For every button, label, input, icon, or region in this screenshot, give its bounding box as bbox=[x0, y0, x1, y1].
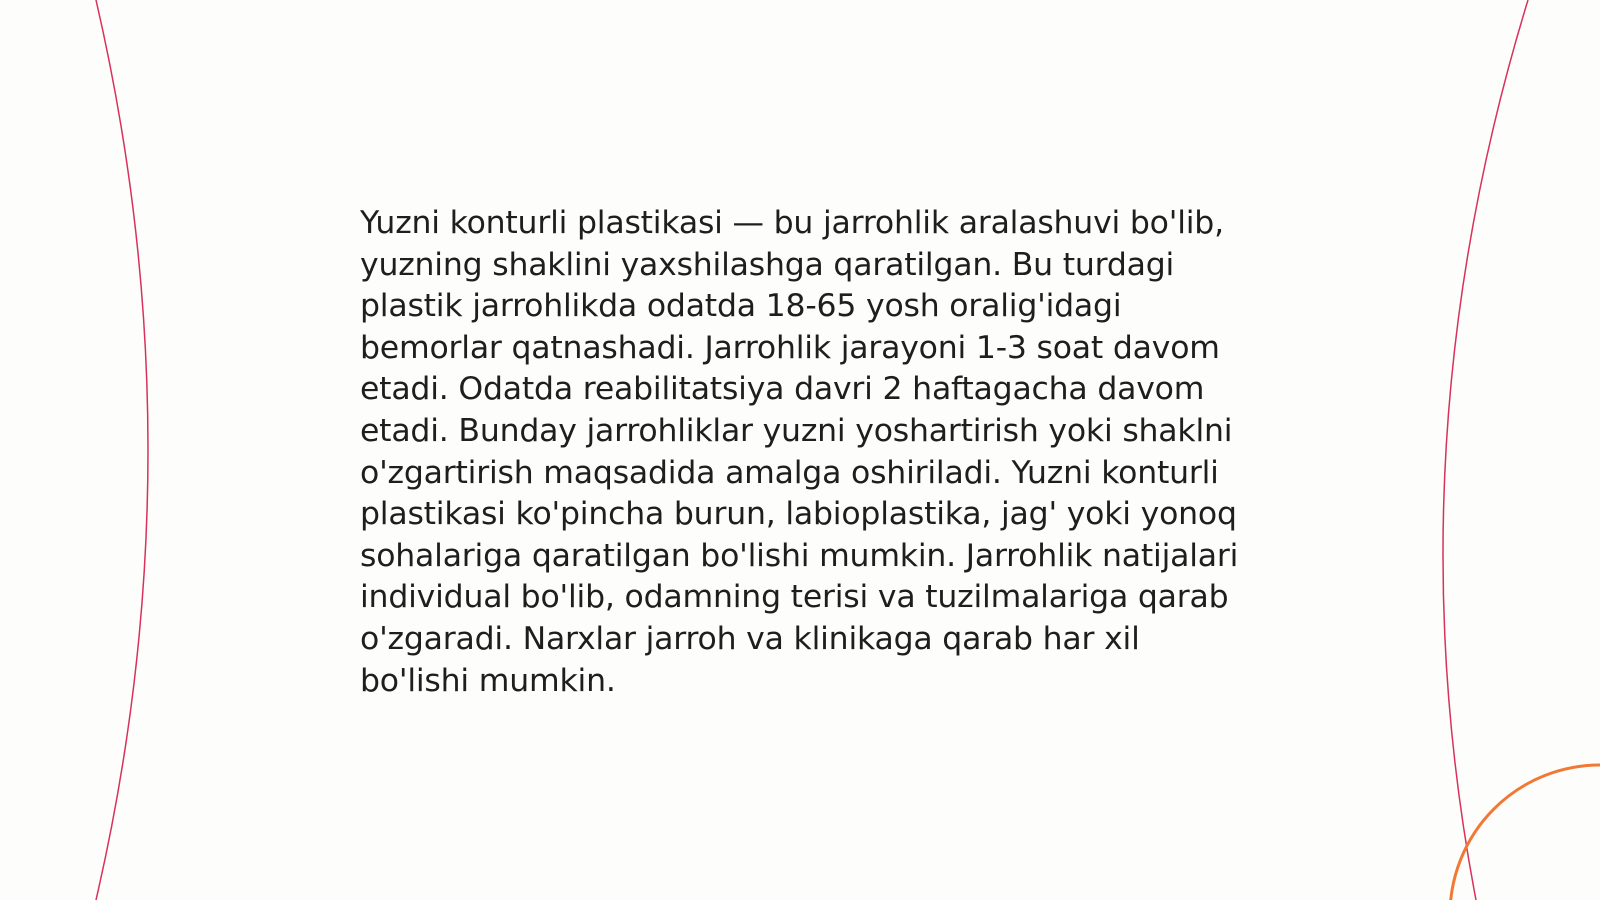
slide-body-text: Yuzni konturli plastikasi — bu jarrohlik aralashuvi bo'lib, yuzning shaklini yaxshilashga qaratilgan. Bu turdagi plastik jarrohlikda odatda 18-65 yosh oralig'idagi bemorlar qatnashadi. Jarrohlik jarayoni 1-3 soat davom etadi. Odatda reabilitatsiya davri 2 haftagacha davom etadi. Bunday jarrohliklar yuzni yoshartirish yoki shaklni o'zgartirish maqsadida amalga oshiriladi. Yuzni konturli plastikasi ko'pincha burun, labioplastika, jag' yoki yonoq sohalariga qaratilgan bo'lishi mumkin. Jarrohlik natijalari individual bo'lib, odamning terisi va tuzilmalariga qarab o'zgaradi. Narxlar jarroh va klinikaga qarab har xil bo'lishi mumkin. bbox=[360, 205, 1239, 699]
right-curve-line bbox=[1443, 0, 1528, 900]
left-curve-line bbox=[96, 0, 148, 900]
